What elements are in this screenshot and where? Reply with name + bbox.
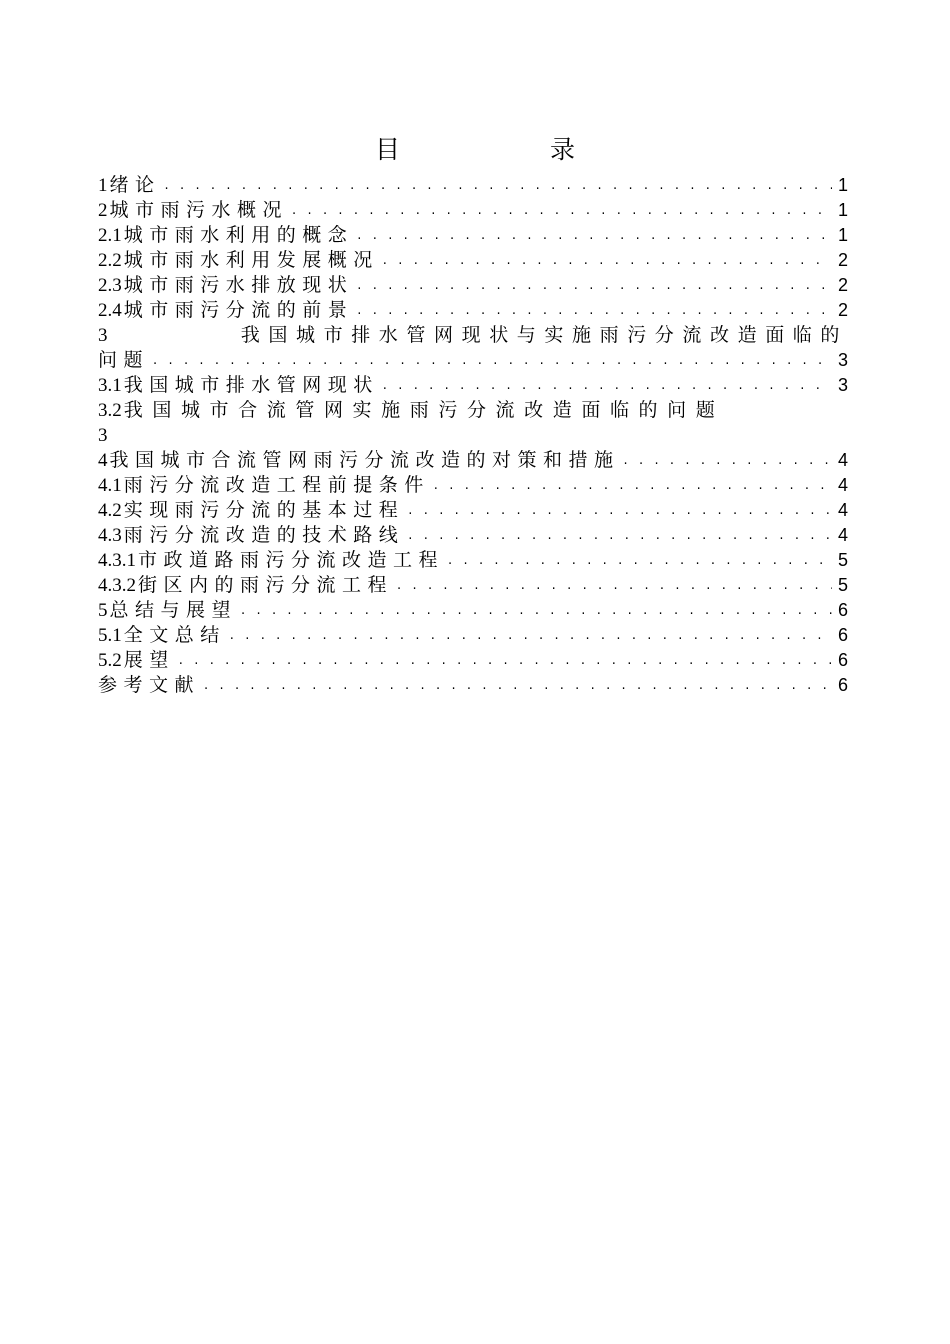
toc-entry-page: 1	[837, 200, 848, 220]
toc-entry-page: 1	[837, 175, 848, 195]
toc-leader-dots	[408, 523, 832, 548]
toc-leader-dots	[624, 448, 832, 473]
toc-entry-label: 雨污分流改造的技术路线	[123, 524, 405, 546]
toc-entry-4-3-1[interactable]	[98, 548, 848, 573]
toc-entry-page: 6	[837, 600, 848, 620]
toc-entry-5-2[interactable]	[98, 648, 848, 673]
toc-leader-dots	[153, 348, 832, 373]
toc-entry-label: 我国城市排水管网现状与实施雨污分流改造面临的	[240, 324, 848, 346]
toc-leader-dots	[241, 598, 832, 623]
toc-entry-label: 雨污分流改造工程前提条件	[123, 474, 430, 496]
toc-entry-number: 4.1	[98, 475, 122, 496]
toc-leader-dots	[357, 223, 832, 248]
toc-leader-dots	[448, 548, 832, 573]
toc-title-left-char: 目	[374, 135, 400, 164]
toc-entry-page: 2	[837, 275, 848, 295]
toc-entry-page: 5	[837, 550, 848, 570]
toc-entry-page: 2	[837, 250, 848, 270]
toc-entry-label: 我国城市排水管网现状	[123, 374, 379, 396]
toc-entry-page: 4	[837, 450, 848, 470]
toc-entry-number: 2.2	[98, 250, 122, 271]
toc-entry-page: 4	[837, 475, 848, 495]
toc-entry-number: 5.1	[98, 625, 122, 646]
toc-entry-page: 3	[98, 425, 108, 446]
toc-entry-number: 5.2	[98, 650, 122, 671]
toc-entry-number: 2	[98, 200, 108, 221]
toc-entry-4-3[interactable]	[98, 523, 848, 548]
toc-entry-page: 4	[837, 525, 848, 545]
toc-entry-label: 参考文献	[98, 674, 201, 696]
toc-entry-2-2[interactable]	[98, 248, 848, 273]
toc-entry-label: 总结与展望	[109, 599, 238, 621]
toc-entry-number: 5	[98, 600, 108, 621]
toc-entry-page: 1	[837, 225, 848, 245]
toc-entry-number: 2.1	[98, 225, 122, 246]
toc-title-right-char: 录	[550, 135, 576, 164]
toc-entry-3-line-1[interactable]	[98, 323, 848, 348]
toc-entry-label: 绪论	[109, 174, 161, 196]
toc-entry-4-2[interactable]	[98, 498, 848, 523]
table-of-contents	[98, 173, 848, 698]
toc-entry-label: 城市雨污水概况	[109, 199, 289, 221]
toc-entry-label: 我国城市合流管网雨污分流改造的对策和措施	[109, 449, 620, 471]
toc-entry-number: 2.3	[98, 275, 122, 296]
toc-entry-5-1[interactable]	[98, 623, 848, 648]
toc-entry-label-continued: 问题	[98, 349, 150, 371]
toc-entry-number: 2.4	[98, 300, 122, 321]
toc-leader-dots	[230, 623, 832, 648]
toc-entry-page: 6	[837, 675, 848, 695]
toc-entry-3-2-line-1[interactable]	[98, 398, 848, 423]
toc-entry-4-1[interactable]	[98, 473, 848, 498]
toc-leader-dots	[165, 173, 832, 198]
toc-entry-2-4[interactable]	[98, 298, 848, 323]
toc-entry-label: 市政道路雨污分流改造工程	[138, 549, 445, 571]
toc-leader-dots	[357, 273, 832, 298]
toc-entry-page: 2	[837, 300, 848, 320]
toc-entry-label: 展望	[123, 649, 175, 671]
toc-entry-page: 6	[837, 650, 848, 670]
toc-entry-number: 4.3.2	[98, 575, 136, 596]
toc-entry-4[interactable]	[98, 448, 848, 473]
toc-entry-label: 街区内的雨污分流工程	[138, 574, 394, 596]
toc-leader-dots	[408, 498, 832, 523]
toc-entry-3-2-line-2[interactable]	[98, 423, 848, 448]
toc-entry-number: 3.2	[98, 400, 122, 421]
toc-entry-page: 5	[837, 575, 848, 595]
toc-entry-2[interactable]	[98, 198, 848, 223]
toc-entry-number: 4	[98, 450, 108, 471]
toc-leader-dots	[204, 673, 832, 698]
toc-entry-number: 4.3	[98, 525, 122, 546]
toc-leader-dots	[383, 248, 832, 273]
toc-entry-label: 实现雨污分流的基本过程	[123, 499, 405, 521]
toc-entry-2-1[interactable]	[98, 223, 848, 248]
toc-entry-label: 我国城市合流管网实施雨污分流改造面临的问题	[123, 399, 725, 421]
toc-leader-dots	[179, 648, 832, 673]
toc-entry-3-line-2[interactable]	[98, 348, 848, 373]
toc-entry-page: 6	[837, 625, 848, 645]
toc-entry-label: 城市雨污水排放现状	[123, 274, 354, 296]
toc-leader-dots	[292, 198, 832, 223]
toc-entry-5[interactable]	[98, 598, 848, 623]
toc-entry-page: 3	[837, 350, 848, 370]
toc-entry-3-1[interactable]	[98, 373, 848, 398]
toc-leader-dots	[383, 373, 832, 398]
toc-leader-dots	[434, 473, 832, 498]
toc-entry-2-3[interactable]	[98, 273, 848, 298]
toc-entry-label: 城市雨水利用的概念	[123, 224, 354, 246]
toc-entry-label: 城市雨污分流的前景	[123, 299, 354, 321]
toc-entry-label: 全文总结	[123, 624, 226, 646]
toc-entry-number: 1	[98, 175, 108, 196]
toc-title	[0, 133, 950, 167]
toc-leader-dots	[397, 573, 832, 598]
toc-entry-1[interactable]	[98, 173, 848, 198]
toc-entry-number: 4.3.1	[98, 550, 136, 571]
toc-entry-4-3-2[interactable]	[98, 573, 848, 598]
toc-entry-page: 4	[837, 500, 848, 520]
toc-entry-number: 4.2	[98, 500, 122, 521]
toc-entry-label: 城市雨水利用发展概况	[123, 249, 379, 271]
toc-leader-dots	[357, 298, 832, 323]
toc-entry-number: 3.1	[98, 375, 122, 396]
toc-entry-references[interactable]	[98, 673, 848, 698]
toc-entry-page: 3	[837, 375, 848, 395]
toc-entry-number: 3	[98, 325, 108, 346]
